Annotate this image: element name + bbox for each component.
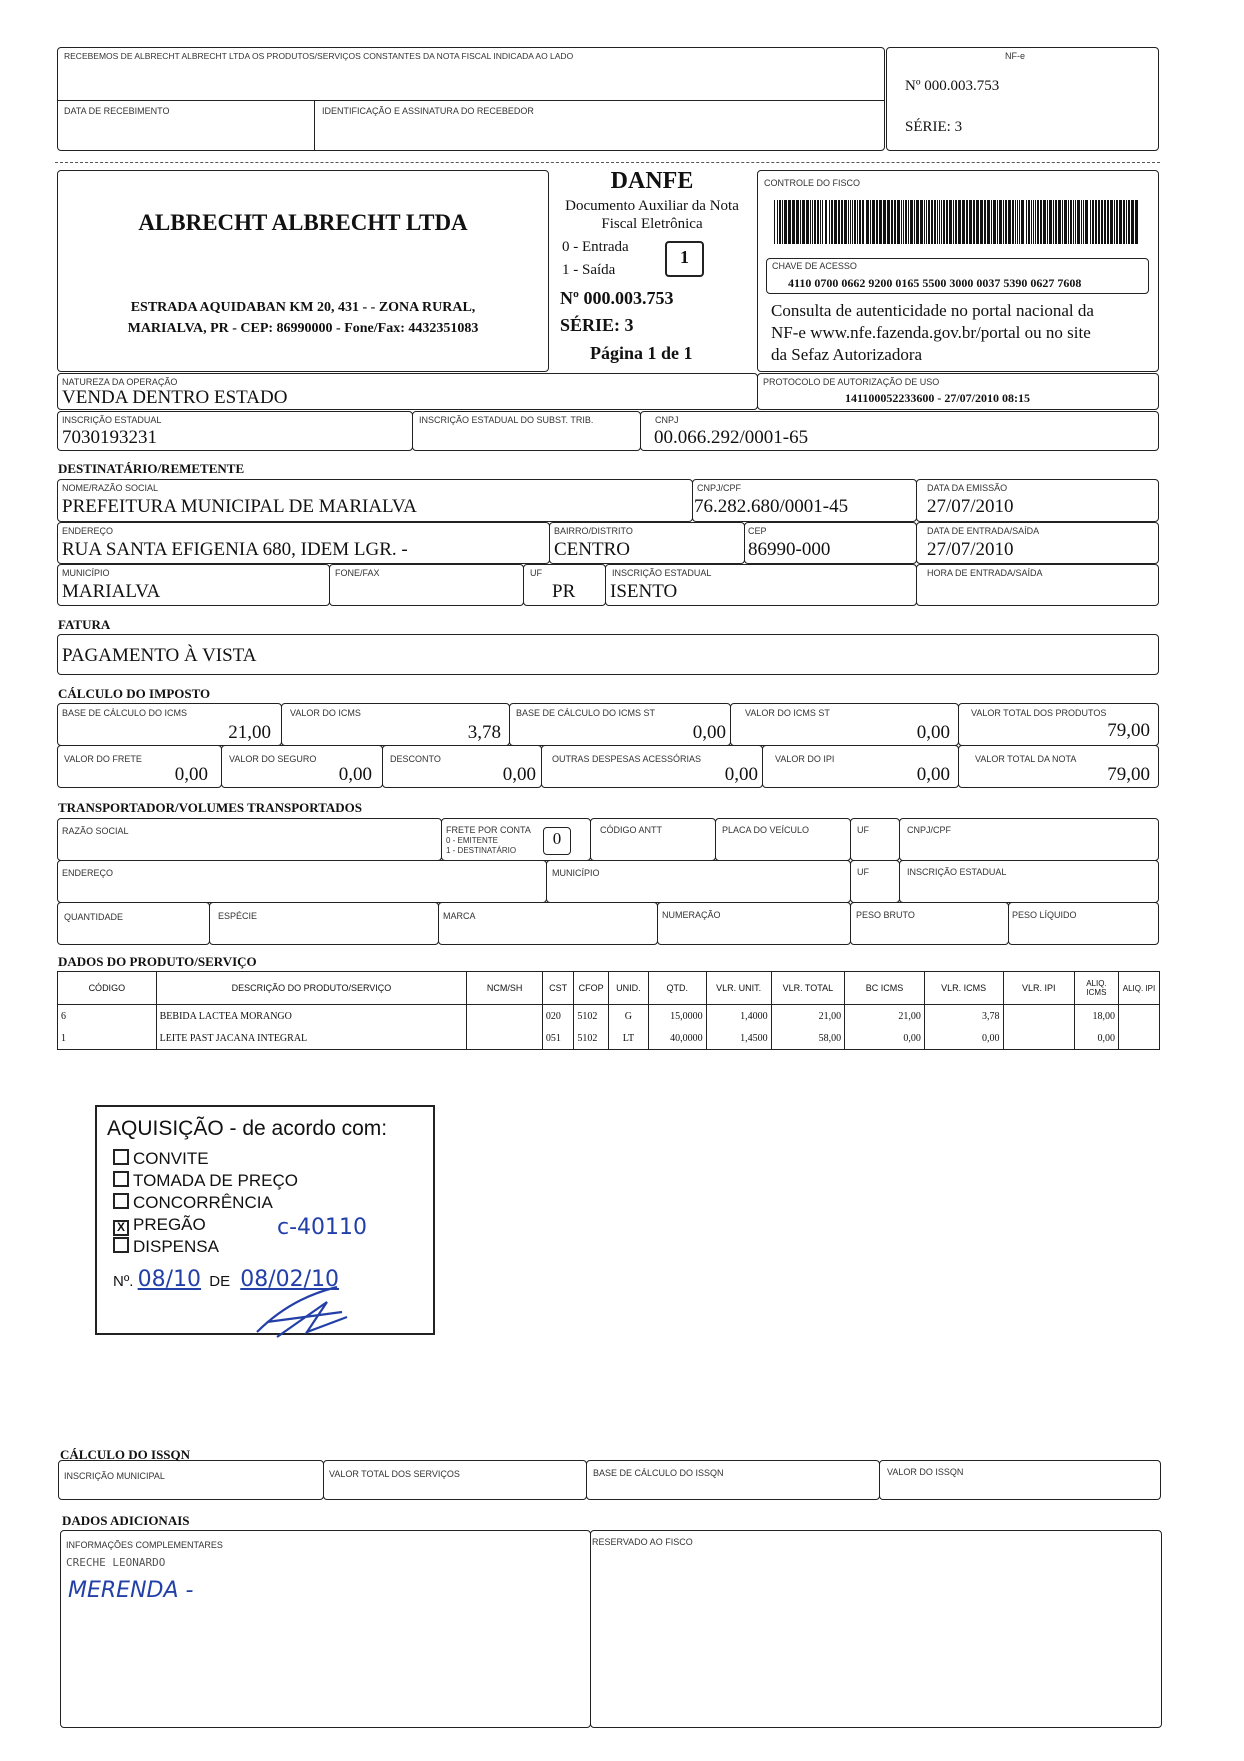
ie-st-label: INSCRIÇÃO ESTADUAL DO SUBST. TRIB. — [419, 415, 594, 425]
danfe-type-value: 1 — [680, 247, 689, 267]
danfe-entrada: 0 - Entrada — [562, 239, 629, 255]
frete-value: 0,00 — [174, 764, 208, 785]
issqn-valor-label: VALOR DO ISSQN — [887, 1467, 964, 1477]
checkbox-icon — [113, 1171, 129, 1187]
dest-nome-label: NOME/RAZÃO SOCIAL — [62, 483, 159, 493]
emitter-address-2: MARIALVA, PR - CEP: 86990000 - Fone/Fax: 4432351083 — [127, 321, 479, 336]
product-header-row — [58, 972, 1160, 1005]
transp-municipio-label: MUNICÍPIO — [552, 868, 600, 878]
transp-peso-liq-label: PESO LÍQUIDO — [1012, 910, 1077, 920]
dest-ie: ISENTO — [610, 581, 678, 602]
transp-uf2-label: UF — [857, 867, 869, 877]
controle-label: CONTROLE DO FISCO — [764, 178, 861, 188]
transp-peso-bruto-label: PESO BRUTO — [856, 910, 915, 920]
danfe-serie: SÉRIE: 3 — [560, 315, 634, 335]
cell-vlr-total: 21,00 — [771, 1005, 844, 1028]
receipt-serie: SÉRIE: 3 — [905, 119, 963, 135]
transp-frete-opt0: 0 - EMITENTE — [446, 836, 499, 845]
natureza-value: VENDA DENTRO ESTADO — [62, 387, 288, 408]
cell-vlr-unit: 1,4000 — [706, 1005, 771, 1028]
transp-numeracao-box — [657, 902, 851, 945]
col-descricao: DESCRIÇÃO DO PRODUTO/SERVIÇO — [156, 972, 467, 1005]
dest-entrada-label: DATA DE ENTRADA/SAÍDA — [927, 526, 1040, 536]
transp-especie-box — [209, 902, 439, 945]
dest-bairro: CENTRO — [554, 539, 630, 560]
dest-municipio-label: MUNICÍPIO — [62, 568, 110, 578]
cell-qtd: 40,0000 — [648, 1027, 706, 1050]
transp-especie-label: ESPÉCIE — [218, 911, 258, 921]
dest-emissao: 27/07/2010 — [927, 496, 1014, 517]
cell-unid: LT — [608, 1027, 648, 1050]
cnpj-value: 00.066.292/0001-65 — [654, 427, 809, 448]
transp-antt-label: CÓDIGO ANTT — [600, 825, 663, 835]
ie-value: 7030193231 — [62, 427, 157, 448]
checkbox-icon — [113, 1149, 129, 1165]
emitter-address-1: ESTRADA AQUIDABAN KM 20, 431 - - ZONA RURAL, — [130, 300, 476, 315]
danfe-subtitle-1: Documento Auxiliar da Nota — [565, 198, 739, 214]
transp-peso-bruto-box — [850, 902, 1009, 945]
danfe-page: Página 1 de 1 — [590, 343, 693, 363]
barcode — [774, 200, 1140, 244]
transp-uf-label: UF — [857, 825, 869, 835]
adicionais-section: DADOS ADICIONAIS — [62, 1513, 190, 1528]
receipt-stub — [57, 47, 885, 151]
dest-emissao-label: DATA DA EMISSÃO — [927, 483, 1008, 493]
product-table — [57, 971, 1160, 1050]
cell-cfop: 5102 — [574, 1027, 609, 1050]
danfe-number: Nº 000.003.753 — [560, 288, 674, 308]
transp-municipio-box — [546, 860, 851, 903]
outras-value: 0,00 — [724, 764, 758, 785]
col-vlr-ipi: VLR. IPI — [1003, 972, 1074, 1005]
cell-aliq-icms: 18,00 — [1074, 1005, 1118, 1028]
transp-qtd-box — [57, 902, 210, 945]
stamp-option-pregao — [113, 1215, 206, 1236]
danfe-subtitle-2: Fiscal Eletrônica — [601, 216, 703, 232]
stamp-option-convite — [113, 1149, 209, 1169]
transp-frete-label: FRETE POR CONTA — [446, 825, 531, 835]
receipt-date-label: DATA DE RECEBIMENTO — [64, 106, 170, 116]
destinatario-section: DESTINATÁRIO/REMETENTE — [58, 461, 245, 476]
stamp-date-value: 08/02/10 — [240, 1267, 340, 1292]
stamp-option-concorrencia — [113, 1193, 273, 1213]
stamp-option-label: CONVITE — [133, 1149, 209, 1168]
cell-cfop: 5102 — [574, 1005, 609, 1028]
ipi-value: 0,00 — [916, 764, 950, 785]
cnpj-label: CNPJ — [655, 415, 679, 425]
transp-endereco-box — [57, 860, 547, 903]
dest-cnpj: 76.282.680/0001-45 — [694, 496, 849, 517]
dest-ie-label: INSCRIÇÃO ESTADUAL — [612, 568, 712, 578]
valor-icms-label: VALOR DO ICMS — [290, 708, 361, 718]
protocolo-value: 141100052233600 - 27/07/2010 08:15 — [845, 391, 1030, 405]
desconto-value: 0,00 — [502, 764, 536, 785]
transp-endereco-label: ENDEREÇO — [62, 868, 114, 878]
cell-vlr-ipi — [1003, 1027, 1074, 1050]
cell-cst: 020 — [542, 1005, 573, 1028]
stamp-title: AQUISIÇÃO - de acordo com: — [107, 1117, 388, 1140]
total-nota-value: 79,00 — [1107, 764, 1150, 785]
chave-acesso: 4110 0700 0662 9200 0165 5500 3000 0037 5390 0627 7608 — [788, 276, 1082, 290]
fatura-section: FATURA — [58, 617, 111, 632]
dest-cep-label: CEP — [748, 526, 767, 536]
desconto-label: DESCONTO — [390, 754, 441, 764]
stamp-de-label: DE — [209, 1273, 231, 1290]
cell-vlr-ipi — [1003, 1005, 1074, 1028]
cell-aliq-icms: 0,00 — [1074, 1027, 1118, 1050]
col-vlr-unit: VLR. UNIT. — [706, 972, 771, 1005]
transp-marca-label: MARCA — [443, 911, 476, 921]
issqn-base-box — [586, 1460, 880, 1500]
issqn-total-label: VALOR TOTAL DOS SERVIÇOS — [329, 1469, 460, 1479]
imposto-section: CÁLCULO DO IMPOSTO — [58, 686, 211, 701]
cut-line — [55, 162, 1160, 163]
cell-vlr-icms: 0,00 — [924, 1027, 1003, 1050]
receipt-header: RECEBEMOS DE ALBRECHT ALBRECHT LTDA OS PRODUTOS/SERVIÇOS CONSTANTES DA NOTA FISCAL INDICADA AO LADO — [64, 51, 574, 61]
ie-label: INSCRIÇÃO ESTADUAL — [62, 415, 162, 425]
transp-frete-value: 0 — [552, 829, 562, 848]
reservado-box — [590, 1530, 1162, 1728]
stamp-option-tomada — [113, 1171, 298, 1191]
signature-scribble — [247, 1282, 367, 1342]
transporte-section: TRANSPORTADOR/VOLUMES TRANSPORTADOS — [58, 800, 363, 815]
stamp-option-dispensa — [113, 1237, 219, 1257]
issqn-im-label: INSCRIÇÃO MUNICIPAL — [64, 1471, 165, 1481]
cell-vlr-icms: 3,78 — [924, 1005, 1003, 1028]
consulta-line-1: Consulta de autenticidade no portal nacional da — [771, 301, 1094, 320]
col-codigo: CÓDIGO — [58, 972, 157, 1005]
table-row — [58, 1027, 1160, 1050]
cell-ncm — [467, 1027, 543, 1050]
dest-fone-label: FONE/FAX — [335, 568, 380, 578]
checked-checkbox-icon: X — [113, 1220, 129, 1236]
dest-hora-label: HORA DE ENTRADA/SAÍDA — [927, 568, 1043, 578]
dest-entrada: 27/07/2010 — [927, 539, 1014, 560]
protocolo-label: PROTOCOLO DE AUTORIZAÇÃO DE USO — [763, 377, 940, 387]
transp-placa-label: PLACA DO VEÍCULO — [722, 825, 810, 835]
acquisition-stamp — [95, 1105, 435, 1335]
col-qtd: QTD. — [648, 972, 706, 1005]
produtos-section: DADOS DO PRODUTO/SERVIÇO — [58, 954, 257, 969]
cell-bc-icms: 0,00 — [845, 1027, 925, 1050]
stamp-option-label: CONCORRÊNCIA — [133, 1193, 273, 1212]
total-prod-value: 79,00 — [1107, 720, 1150, 741]
col-aliq-icms: ALIQ. ICMS — [1074, 972, 1118, 1005]
cell-vlr-unit: 1,4500 — [706, 1027, 771, 1050]
receipt-number: Nº 000.003.753 — [905, 78, 1000, 94]
receipt-sign-label: IDENTIFICAÇÃO E ASSINATURA DO RECEBEDOR — [322, 106, 534, 116]
transp-ie-label: INSCRIÇÃO ESTADUAL — [907, 867, 1007, 877]
cell-bc-icms: 21,00 — [845, 1005, 925, 1028]
issqn-base-label: BASE DE CÁLCULO DO ISSQN — [593, 1468, 724, 1478]
col-aliq-ipi: ALIQ. IPI — [1118, 972, 1159, 1005]
dest-endereco-label: ENDEREÇO — [62, 526, 114, 536]
transp-peso-liq-box — [1008, 902, 1159, 945]
ipi-label: VALOR DO IPI — [775, 754, 835, 764]
issqn-total-box — [323, 1460, 587, 1500]
dest-bairro-label: BAIRRO/DISTRITO — [554, 526, 633, 536]
danfe-title: DANFE — [610, 168, 694, 194]
stamp-option-label: DISPENSA — [133, 1237, 219, 1256]
table-row — [58, 1005, 1160, 1028]
fatura-value: PAGAMENTO À VISTA — [62, 645, 257, 666]
dest-cep: 86990-000 — [748, 539, 831, 560]
cell-vlr-total: 58,00 — [771, 1027, 844, 1050]
total-nota-label: VALOR TOTAL DA NOTA — [975, 754, 1077, 764]
stamp-option-label: PREGÃO — [133, 1215, 206, 1234]
emitter-box — [57, 170, 549, 372]
danfe-saida: 1 - Saída — [562, 262, 616, 278]
valor-st-value: 0,00 — [916, 722, 950, 743]
valor-st-label: VALOR DO ICMS ST — [745, 708, 830, 718]
emitter-name: ALBRECHT ALBRECHT LTDA — [138, 210, 468, 235]
transp-razao-label: RAZÃO SOCIAL — [62, 826, 129, 836]
transp-razao-box — [57, 818, 442, 861]
info-comp-label: INFORMAÇÕES COMPLEMENTARES — [66, 1540, 223, 1550]
dest-nome: PREFEITURA MUNICIPAL DE MARIALVA — [62, 496, 417, 517]
col-cfop: CFOP — [574, 972, 609, 1005]
checkbox-icon — [113, 1193, 129, 1209]
cell-descricao: LEITE PAST JACANA INTEGRAL — [156, 1027, 467, 1050]
divider — [314, 100, 315, 151]
seguro-value: 0,00 — [338, 764, 372, 785]
issqn-section: CÁLCULO DO ISSQN — [60, 1447, 191, 1462]
transp-numeracao-label: NUMERAÇÃO — [662, 910, 721, 920]
dest-uf: PR — [552, 581, 576, 602]
stamp-no-value: 08/10 — [137, 1267, 202, 1292]
dest-cnpj-label: CNPJ/CPF — [697, 483, 742, 493]
dest-uf-label: UF — [530, 568, 542, 578]
col-vlr-icms: VLR. ICMS — [924, 972, 1003, 1005]
natureza-label: NATUREZA DA OPERAÇÃO — [62, 377, 178, 387]
col-ncm: NCM/SH — [467, 972, 543, 1005]
cell-unid: G — [608, 1005, 648, 1028]
cell-aliq-ipi — [1118, 1027, 1159, 1050]
cell-qtd: 15,0000 — [648, 1005, 706, 1028]
stamp-no-prefix: Nº. — [113, 1273, 134, 1290]
seguro-label: VALOR DO SEGURO — [229, 754, 317, 764]
transp-cnpj-label: CNPJ/CPF — [907, 825, 952, 835]
receipt-nfe-label: NF-e — [1005, 51, 1025, 61]
frete-label: VALOR DO FRETE — [64, 754, 142, 764]
reservado-label: RESERVADO AO FISCO — [592, 1537, 693, 1547]
cell-codigo: 6 — [58, 1005, 157, 1028]
base-icms-label: BASE DE CÁLCULO DO ICMS — [62, 708, 188, 718]
dest-municipio: MARIALVA — [62, 581, 161, 602]
outras-label: OUTRAS DESPESAS ACESSÓRIAS — [552, 754, 702, 764]
info-comp-value: CRECHE LEONARDO — [66, 1556, 166, 1569]
col-bc-icms: BC ICMS — [845, 972, 925, 1005]
base-icms-value: 21,00 — [228, 722, 271, 743]
col-unid: UNID. — [608, 972, 648, 1005]
dest-endereco: RUA SANTA EFIGENIA 680, IDEM LGR. - — [62, 539, 408, 560]
info-handwritten: MERENDA - — [68, 1578, 194, 1603]
valor-icms-value: 3,78 — [467, 722, 501, 743]
col-vlr-total: VLR. TOTAL — [771, 972, 844, 1005]
transp-marca-box — [438, 902, 658, 945]
col-cst: CST — [542, 972, 573, 1005]
cell-aliq-ipi — [1118, 1005, 1159, 1028]
cell-codigo: 1 — [58, 1027, 157, 1050]
issqn-valor-box — [879, 1460, 1161, 1500]
transp-qtd-label: QUANTIDADE — [64, 912, 124, 922]
cell-ncm — [467, 1005, 543, 1028]
checkbox-icon — [113, 1237, 129, 1253]
chave-label: CHAVE DE ACESSO — [772, 261, 857, 271]
cell-cst: 051 — [542, 1027, 573, 1050]
cell-descricao: BEBIDA LACTEA MORANGO — [156, 1005, 467, 1028]
consulta-line-3: da Sefaz Autorizadora — [771, 345, 923, 364]
transp-frete-opt1: 1 - DESTINATÁRIO — [446, 846, 517, 855]
total-prod-label: VALOR TOTAL DOS PRODUTOS — [971, 708, 1107, 718]
base-st-label: BASE DE CÁLCULO DO ICMS ST — [516, 708, 656, 718]
stamp-option-label: TOMADA DE PREÇO — [133, 1171, 298, 1190]
stamp-handwritten-code: c-40110 — [277, 1215, 368, 1240]
divider — [57, 100, 885, 101]
base-st-value: 0,00 — [692, 722, 726, 743]
consulta-line-2: NF-e www.nfe.fazenda.gov.br/portal ou no site — [771, 323, 1091, 342]
